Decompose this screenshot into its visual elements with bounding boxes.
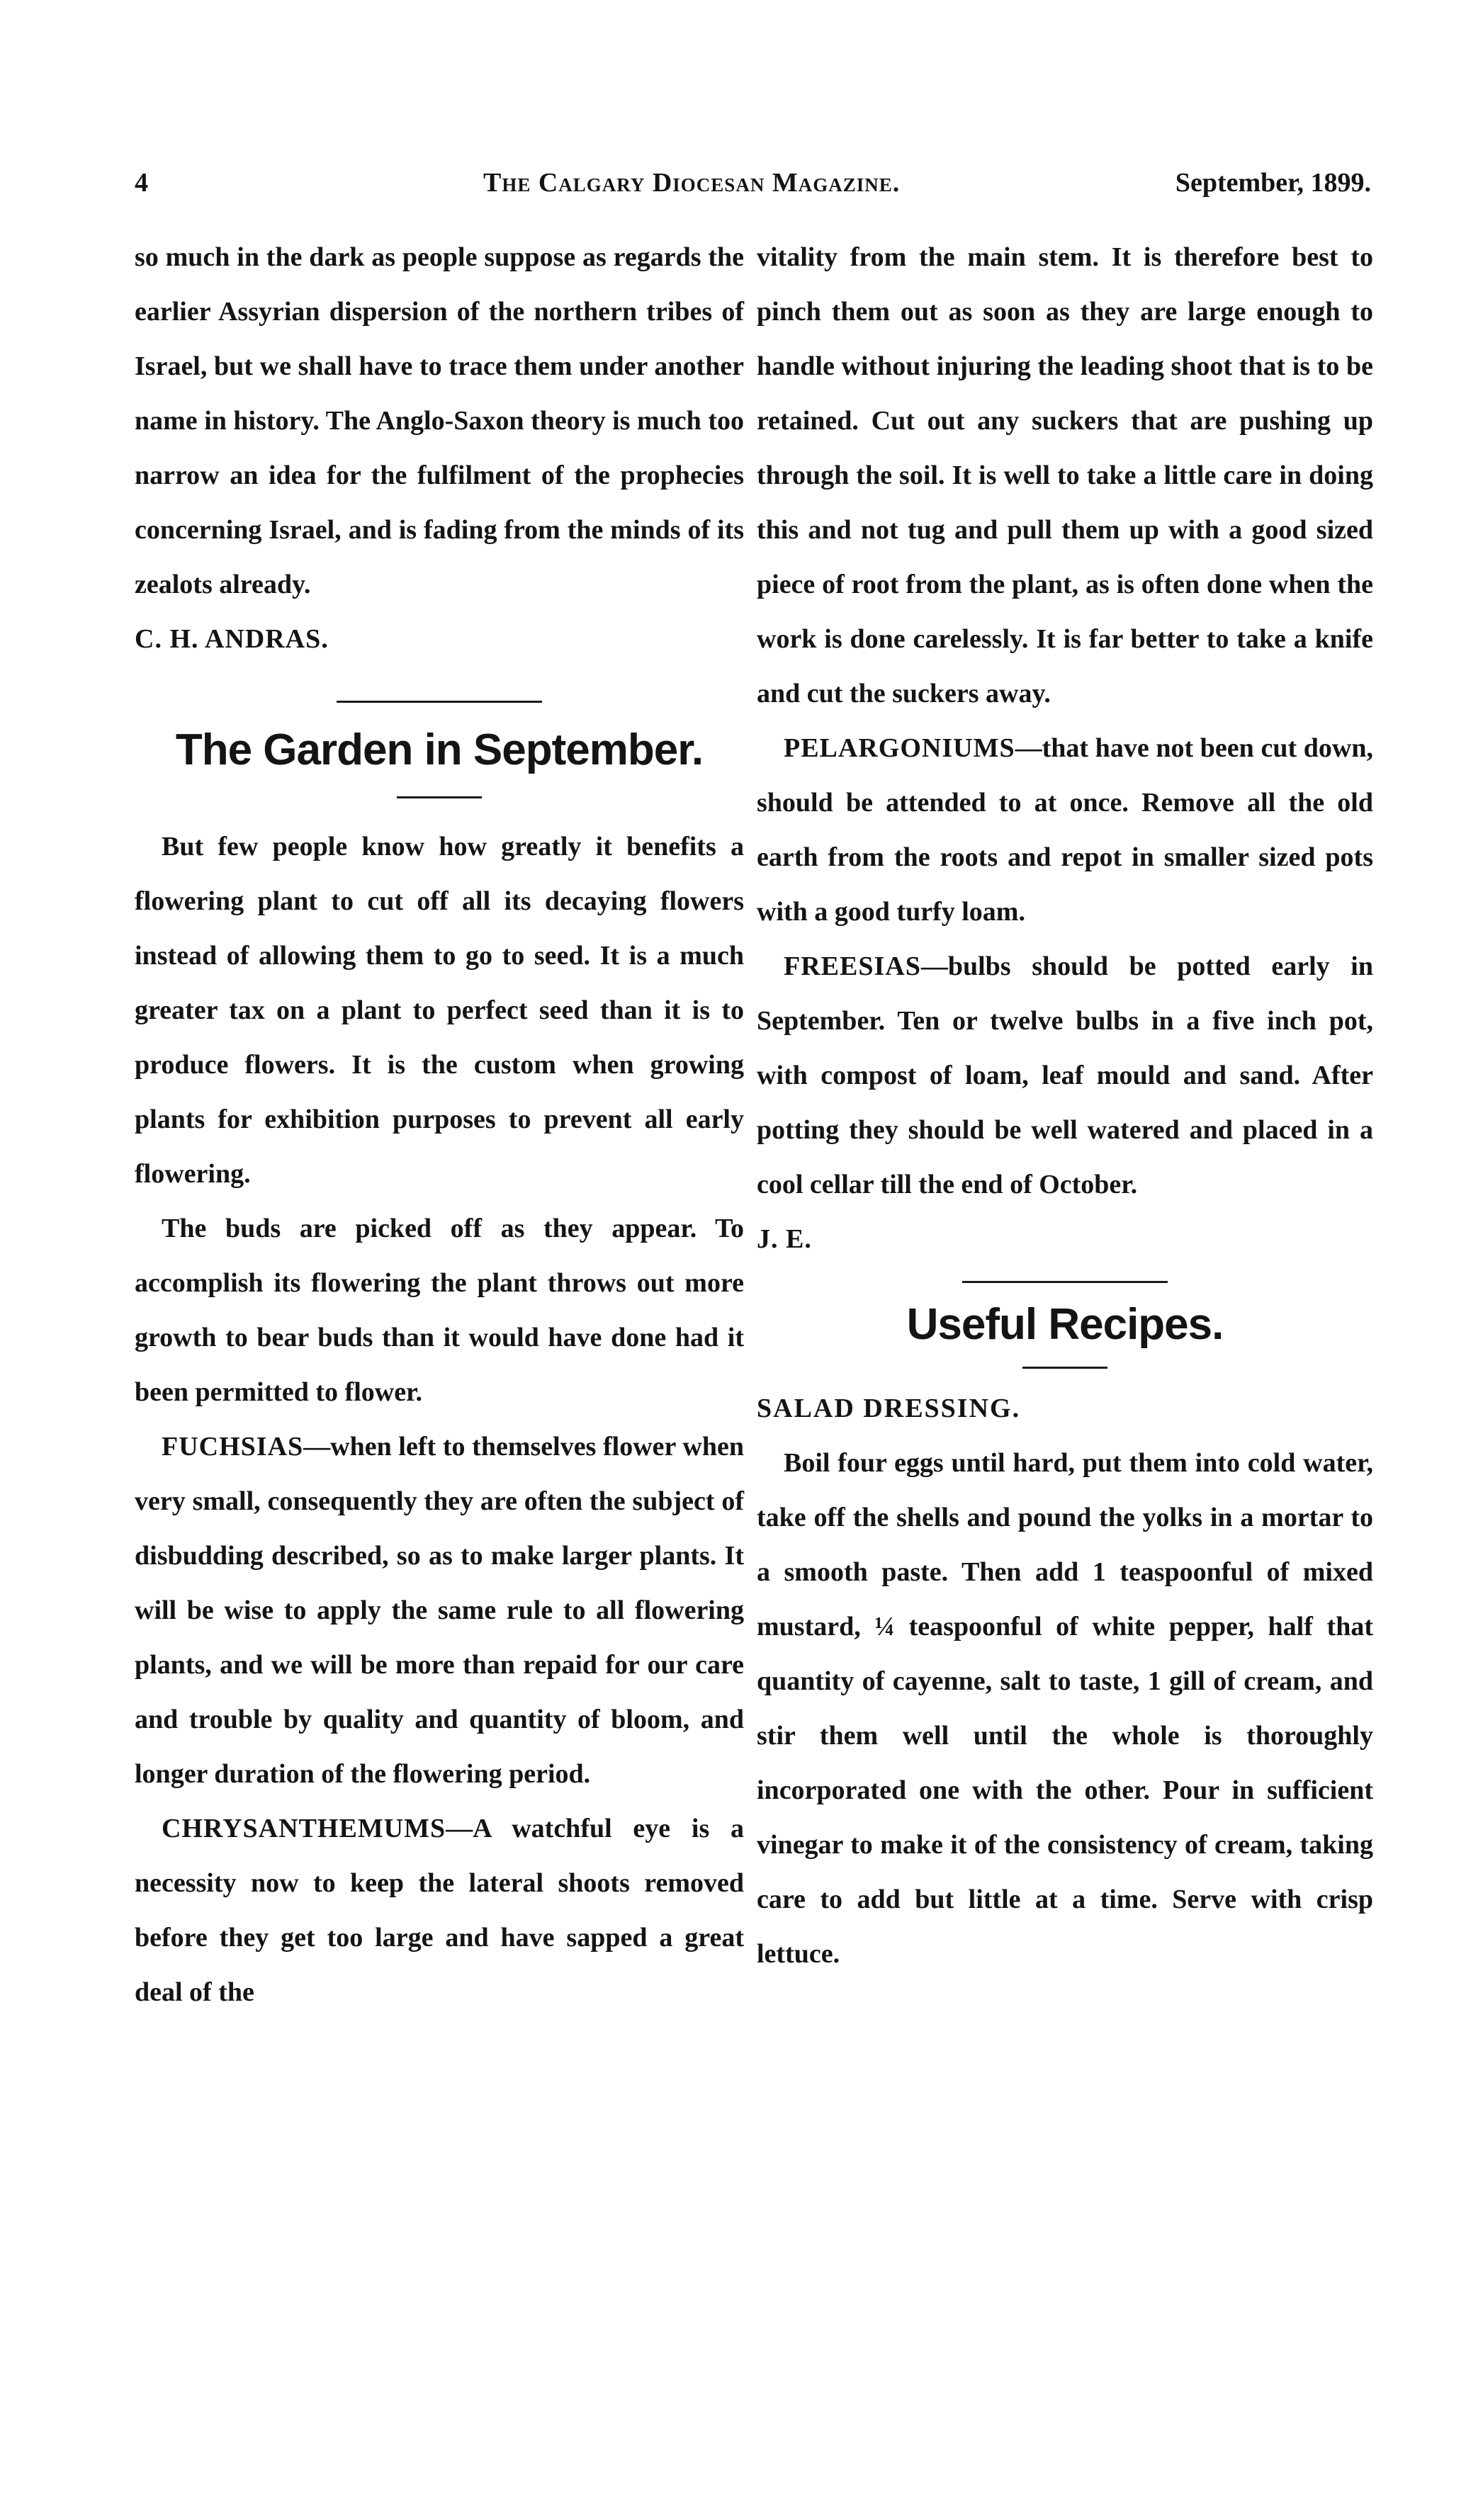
garden-paragraph: But few people know how greatly it benefits a flowering plant to cut off all its decaying flowers instead of allowing them to go to seed. It is a much greater tax on a plant to perfect seed than it is to produce flowers. It is the custom when growing plants for exhibition purposes to prevent all early flowering. [135,832,744,1189]
author-signature: C. H. ANDRAS. [135,624,329,654]
author-signature: J. E. [757,1224,812,1254]
page-number: 4 [135,168,148,198]
continued-paragraph: so much in the dark as people suppose as regards the earlier Assyrian dispersion of the northern tribes of Israel, but we shall have to trace them under another name in history. The Anglo-Saxon theory is much too narrow an idea for the fulfilment of the prophecies concerning Israel, and is fading from the minds of its zealots already. [135,242,744,599]
chrysanthemums-text: —A watchful eye is a necessity now to keep the lateral shoots removed before they get too large and have sapped a great deal of the [135,1814,744,2007]
chrysanthemums-paragraph [135,1802,744,2020]
fuchsias-paragraph [135,1420,744,1802]
garden-paragraph: The buds are picked off as they appear. To accomplish its flowering the plant throws out more growth to bear buds than it would have done had it been permitted to flower. [135,1214,744,1407]
fuchsias-text: —when left to themselves flower when very small, consequently they are often the subject of disbudding described, so as to make larger plants. It will be wise to apply the same rule to all flowering plants, and we will be more than repaid for our care and trouble by quality and quantity of bloom, and longer duration of the flowering period. [135,1432,744,1789]
pelargoniums-text: —that have not been cut down, should be attended to at once. Remove all the old earth from the roots and repot in smaller sized pots with a good turfy loam. [757,733,1373,927]
page-header [135,167,1371,210]
issue-date: September, 1899. [1175,168,1371,198]
pelargoniums-paragraph [757,721,1373,939]
salad-dressing-recipe: Boil four eggs until hard, put them into cold water, take off the shells and pound the yolks in a mortar to a smooth paste. Then add 1 teaspoonful of mixed mustard, ¼ teaspoonful of white pepper, half that quantity of cayenne, salt to taste, 1 gill of cream, and stir them well until the whole is thoroughly incorporated one with the other. Pour in sufficient vinegar to make it of the consistency of cream, taking care to add but little at a time. Serve with crisp lettuce. [757,1448,1373,1969]
recipes-section-title: Useful Recipes. [906,1300,1224,1349]
left-column [135,230,744,2020]
chrysanthemums-heading: CHRYSANTHEMUMS [162,1814,446,1843]
salad-dressing-title: SALAD DRESSING. [757,1394,1021,1423]
pelargoniums-heading: PELARGONIUMS [784,733,1015,763]
right-column [757,230,1373,1982]
garden-section-title: The Garden in September. [175,725,704,774]
chrysanthemums-continued: vitality from the main stem. It is therefore best to pinch them out as soon as they are large enough to handle without injuring the leading shoot that is to be retained. Cut out any suckers that are pushing up through the soil. It is well to take a little care in doing this and not tug and pull them up with a good sized piece of root from the plant, as is often done when the work is done carelessly. It is far better to take a knife and cut the suckers away. [757,242,1373,708]
freesias-text: —bulbs should be potted early in September. Ten or twelve bulbs in a five inch pot, with compost of loam, leaf mould and sand. After potting they should be well watered and placed in a cool cellar till the end of October. [757,951,1373,1199]
freesias-heading: FREESIAS [784,951,921,981]
magazine-title: The Calgary Diocesan Magazine. [483,168,901,198]
fuchsias-heading: FUCHSIAS [162,1432,304,1462]
freesias-paragraph [757,939,1373,1212]
